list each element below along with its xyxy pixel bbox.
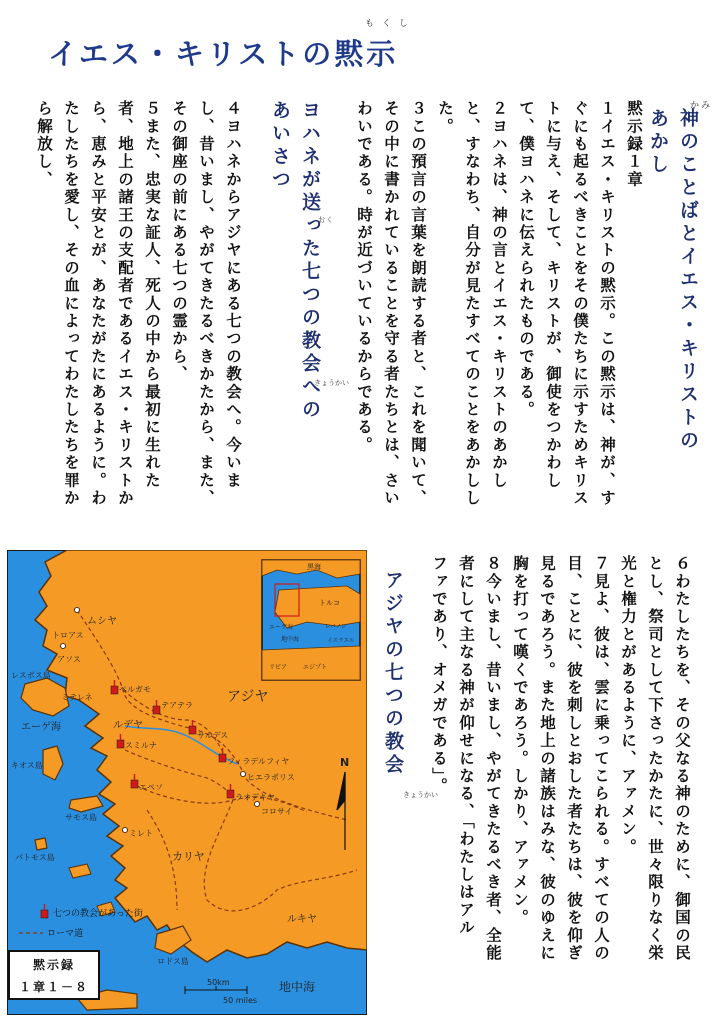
inset-label-mediterranean: 地中海 [281, 636, 300, 643]
label-lesbos: レスボス島 [11, 671, 51, 680]
section3-ruby: きょうかい [403, 791, 438, 799]
label-aegean: エーゲ海 [21, 722, 61, 733]
passage1-text: 黙示録１章 １イエス・キリストの黙示。この黙示は、神が、す ぐにも起るべきことをその僕たちに示すためキリス トに与え、そして、キリストが、御使をつかわし て、僕ヨハネに伝えられたものである。 ２ヨハネは、神の言とイエス・キリストのあかし と、すなわち、自分が見たすべてのことをあかしし た。 ３この預言の言葉を朗読する者と、これを聞いて、 その中に書かれていることを守る者たちとは、さい わいである。時が近づいているからである。 [355, 100, 643, 508]
label-laodicea: ラオデキヤ [235, 793, 275, 802]
label-lydia: ルデヤ [113, 720, 143, 731]
inset-label-lebanon: レバノン [325, 624, 347, 630]
section2-ruby-church: きょうかい [314, 379, 349, 387]
label-colossae: コロサイ [261, 807, 293, 816]
church-pergamum-marker [111, 686, 118, 694]
section2-ruby-send: おく [318, 216, 334, 224]
label-smyrna: スミルナ [125, 741, 157, 750]
chapter-label: 黙示録 [32, 958, 75, 972]
passage3-text: ６わたしたちを、その父なる神のために、御国の民 とし、祭司として下さったかたに、世々限りなく栄 光と権力とがあるように、アァメン。 ７見よ、彼は、雲に乗ってこられる。すべての人の 目、ことに、彼を刺しとおした者たちは、彼を仰ぎ 見るであろう。また地上の諸族はみな、彼のゆえに 胸を打って嘆くであろう。しかり、アァメン。 ８今いまし、昔いまし、やがてきたるべき者、全能 者にして主なる神が仰せになる、「わたしはアル ファであり、オメガである」。 [430, 555, 691, 963]
inset-label-aegean: エーゲ海 [269, 624, 294, 631]
title-area [40, 14, 460, 78]
scale-miles-label: 50 miles [223, 996, 258, 1005]
label-thyatira: テアテラ [161, 701, 193, 710]
section3-heading: アジヤの七つの教会 [382, 570, 404, 777]
label-assos: アソス [57, 655, 81, 664]
label-miletus: ミレト [129, 829, 153, 838]
church-philadelphia-marker [219, 754, 226, 762]
map-patmos-island [35, 838, 47, 850]
church-sardis-marker [189, 726, 196, 734]
label-mediterranean: 地中海 [279, 980, 316, 994]
title-ruby: もくし [365, 19, 417, 29]
section1-heading: 神のことばとイエス・キリストの あかし [647, 108, 699, 453]
label-sardis: サルデス [197, 731, 229, 740]
scale-km-label: 50km [207, 978, 230, 987]
chapter-box [8, 950, 100, 1000]
chapter-range: １章１－８ [18, 980, 89, 994]
passage2-text: ４ヨハネからアジヤにある七つの教会へ。今いま し、昔いまし、やがてきたるべきかたから、また、 その御座の前にある七つの霊から、 ５また、忠実な証人、死人の中から最初に生れた 者、地上の諸王の支配者であるイエス・キリストか ら、恵みと平安とが、あなたがたにあるように。わ たしたちを愛し、その血によってわたしたちを罪か ら解放し、 [35, 100, 242, 508]
label-patmos: パトモス島 [15, 853, 55, 862]
legend-church-label: 七つの教会があった街 [53, 909, 143, 919]
church-ephesus-marker [131, 780, 138, 788]
label-samos: サモス島 [65, 813, 97, 822]
label-rhodes: ロドス島 [157, 957, 189, 966]
inset-label-turkey: トルコ [319, 599, 340, 607]
label-caria: カリヤ [172, 850, 205, 863]
label-pergamum: ペルガモ [119, 685, 151, 694]
map-asia-seven-churches [7, 550, 367, 1015]
label-mitylene: ミテレネ [61, 693, 93, 702]
north-label: N [340, 756, 350, 769]
label-philadelphia: フィラデルフィヤ [227, 757, 290, 766]
label-mysia: ムシヤ [87, 616, 117, 627]
inset-label-black-sea: 黒海 [307, 563, 321, 571]
church-smyrna-marker [117, 740, 124, 748]
inset-label-israel: イスラエル [327, 638, 355, 644]
inset-label-egypt: エジプト [303, 664, 328, 671]
section2-heading: ヨハネが送った七つの教会への あいさつ [269, 100, 321, 422]
label-chios: キオス島 [11, 761, 43, 770]
label-asia: アジヤ [227, 689, 269, 705]
map-svg [7, 550, 367, 1015]
inset-label-libya: リビア [269, 664, 288, 671]
section1-heading-ruby: かみ [690, 101, 713, 111]
label-lycia: ルキヤ [287, 914, 317, 925]
church-thyatira-marker [153, 706, 160, 714]
label-troas: トロアス [52, 631, 84, 640]
legend-road-label: ローマ道 [47, 929, 84, 939]
label-hierapolis: ヒエラポリス [247, 773, 295, 782]
page-title: イエス・キリストの黙示 [48, 37, 399, 71]
label-ephesus: エペソ [139, 783, 163, 792]
church-laodicea-marker [227, 790, 234, 798]
